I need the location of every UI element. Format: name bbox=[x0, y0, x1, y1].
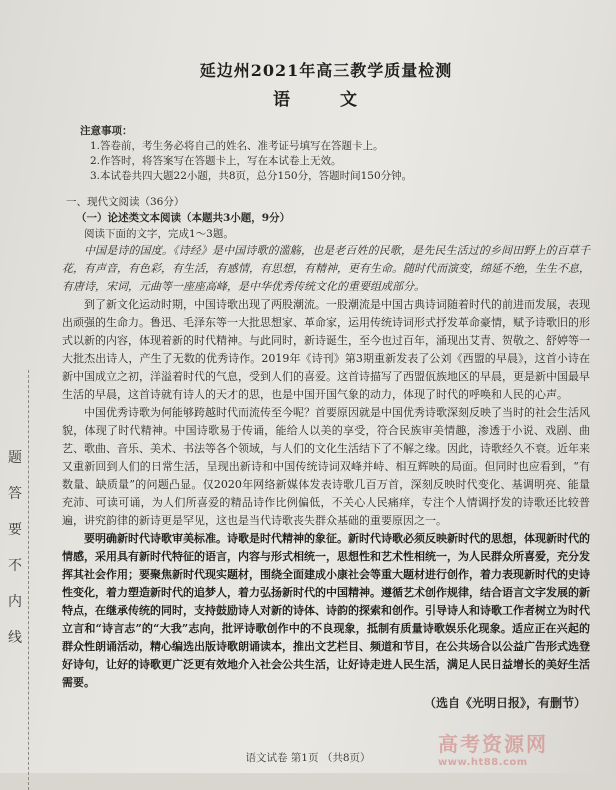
notice-block bbox=[62, 124, 590, 184]
subsection-heading: （一）论述类文本阅读（本题共3小题，9分） bbox=[76, 212, 291, 224]
subject-title: 语 文 bbox=[273, 90, 379, 110]
seal-dashed-line bbox=[28, 370, 29, 790]
seal-binding-strip bbox=[0, 190, 34, 646]
notice-item-3: 3.本试卷共四大题22小题，共8页，总分150分，答题时间150分钟。 bbox=[90, 170, 413, 182]
paragraph-4: 要明确新时代诗歌审美标准。诗歌是时代精神的象征。新时代诗歌必须反映新时代的思想，体现新时代的情感，采用具有新时代特征的语言，内容与形式相统一，思想性和艺术性相统一，为人民群众所喜爱，充分发挥其社会作用；要聚焦新时代现实题材，围绕全面建成小康社会等重大题材进行创作，着力表现新时代的史诗性变化，着力塑造新时代的追梦人，着力弘扬新时代的中国精神。遵循艺术创作规律，结合语言文字发展的新特点，在继承传统的同时，支持鼓励诗人对新的诗体、诗韵的探索和创作。引导诗人和诗歌工作者树立为时代立言和“诗言志”的“大我”志向，批评诗歌创作中的不良现象，抵制有质量诗歌娱乐化现象。适应正在兴起的群众性朗诵活动，精心编选出版诗歌朗诵读本，推出文艺栏目、频道和节目，在公共场合以公益广告形式选登好诗句，让好的诗歌更广泛更有效地介入社会公共生活，让好诗走进人民生活，满足人民日益增长的美好生活需要。 bbox=[62, 532, 590, 689]
watermark-url: www.ht88.com bbox=[438, 757, 528, 768]
paragraph-3: 中国优秀诗歌为何能够跨越时代而流传至今呢？首要原因就是中国优秀诗歌深刻反映了当时的社会生活风貌，体现了时代精神。中国诗歌易于传诵，能给人以美的享受，符合民族审美情趣，渗透于小说、戏剧、曲艺、歌曲、音乐、美术、书法等各个领域，与人们的文化生活结下了不解之缘。因此，诗歌经久不衰。近年来又重新回到人们的日常生活，呈现出新诗和中国传统诗词双峰并峙、相互辉映的局面。但同时也应看到，“有数量、缺质量”的问题凸显。仅2020年网络新媒体发表诗歌几百万首，深刻反映时代变化、基调明亮、能量充沛、可读可诵，为人们所喜爱的精品诗作比例偏低，不关心人民痛痒，专注个人情调抒发的诗歌还比较普遍，讲究韵律的新诗更是罕见，这也是当代诗歌丧失群众基础的重要原因之一。 bbox=[62, 406, 590, 527]
watermark-logo-text: 高考资源网 bbox=[438, 732, 548, 756]
seal-warning-text: 题答要不内线 bbox=[8, 450, 22, 646]
reading-instruction: 阅读下面的文字，完成1～3题。 bbox=[84, 228, 234, 240]
paragraph-1: 中国是诗的国度。《诗经》是中国诗歌的滥觞，也是老百姓的民歌，是先民生活过的乡间田野上的百草千花，有声音，有色彩，有生活，有感情，有思想，有精神，更有生命。随时代而演变，绵延不绝，生生不息，有唐诗，宋词，元曲等一座座高峰，是中华优秀传统文化的重要组成部分。 bbox=[62, 244, 590, 293]
section-heading: 一、现代文阅读（36分） bbox=[66, 196, 185, 208]
exam-title: 延边州2021年高三教学质量检测 bbox=[199, 61, 453, 80]
page-content bbox=[62, 58, 590, 711]
notice-head: 注意事项： bbox=[80, 125, 133, 137]
page-footer: 语文试卷 第1页 （共8页） bbox=[245, 752, 371, 764]
source-citation: （选自《光明日报》，有删节） bbox=[423, 696, 586, 710]
paragraph-2: 到了新文化运动时期，中国诗歌出现了两股潮流。一股潮流是中国古典诗词随着时代的前进而发展，表现出顽强的生命力。鲁迅、毛泽东等一大批思想家、革命家，运用传统诗词形式抒发革命豪情，赋予诗歌旧的形式以新的内容，体现着新的时代精神。与此同时，新诗诞生，至今也过百年，涌现出艾青、贺敬之、舒婷等一大批杰出诗人，产生了无数的优秀诗作。2019年《诗刊》第3期重新发表了公刘《西盟的早晨》，这首小诗在新中国成立之初，洋溢着时代的气息，受到人们的喜爱。这首诗描写了西盟佤族地区的早晨，更是新中国最早生活的早晨，这首诗就有诗人的天才的思，也是中国开国气象的动力，体现了时代的呼唤和人民的心声。 bbox=[62, 298, 590, 401]
notice-item-2: 2.作答时，将答案写在答题卡上，写在本试卷上无效。 bbox=[90, 155, 342, 167]
notice-item-1: 1.答卷前，考生务必将自己的姓名、准考证号填写在答题卡上。 bbox=[90, 140, 384, 152]
site-watermark bbox=[438, 728, 608, 768]
